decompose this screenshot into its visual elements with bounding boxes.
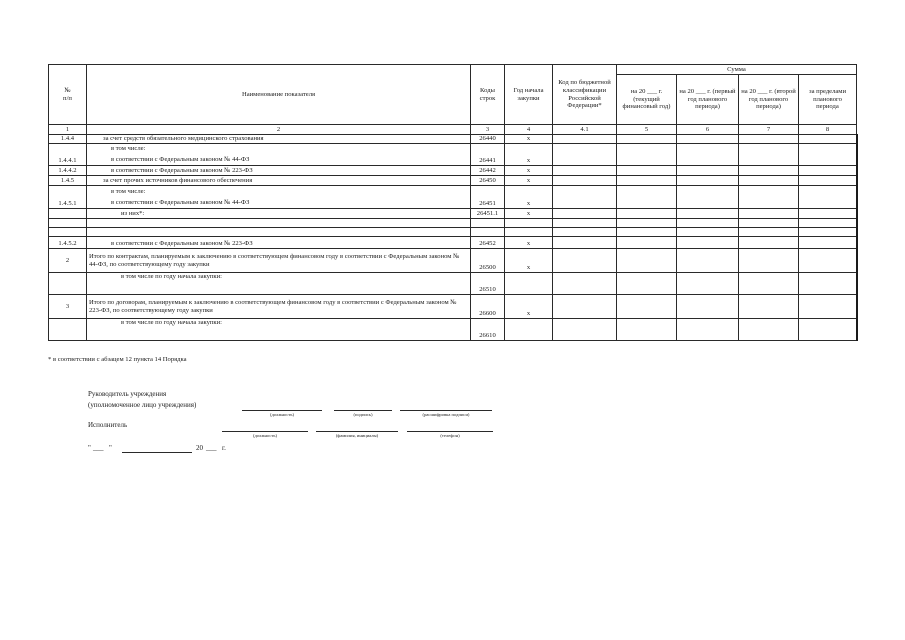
row-cell <box>799 186 857 209</box>
date-suffix: г. <box>222 444 226 452</box>
row-cell <box>739 249 799 273</box>
row-num: 1.4.5 <box>49 176 87 186</box>
executor-label: Исполнитель <box>88 421 128 429</box>
row-code: 26440 <box>471 135 505 144</box>
row-cell <box>471 228 505 237</box>
row-year: x <box>505 166 553 176</box>
row-cell <box>739 228 799 237</box>
table-row-total-44 <box>49 249 857 273</box>
row-cell <box>617 219 677 228</box>
date-open-quote: " <box>88 444 91 452</box>
header-sum-second: на 20 ___ г. (второй год планового периода) <box>739 75 799 125</box>
exec-caption-phone: (телефон) <box>440 433 460 438</box>
row-cell <box>799 295 857 319</box>
header-sum-first: на 20 ___ г. (первый год планового периода) <box>677 75 739 125</box>
row-num: 1.4.4.2 <box>49 166 87 176</box>
row-cell <box>553 249 617 273</box>
exec-position-line <box>222 431 308 432</box>
header-sum-current: на 20 ___ г. (текущий финансовый год) <box>617 75 677 125</box>
table-row <box>49 166 857 176</box>
row-num <box>49 273 87 295</box>
row-year: x <box>505 135 553 144</box>
row-num: 1.4.4.1 <box>49 144 87 166</box>
col-number: 4.1 <box>553 125 617 135</box>
row-cell <box>739 237 799 249</box>
head-caption-signature: (подпись) <box>353 412 373 417</box>
row-cell <box>799 166 857 176</box>
footnote: * в соответствии с абзацем 12 пункта 14 Порядка <box>48 356 187 363</box>
row-cell <box>677 295 739 319</box>
row-name-text: в соответствии с Федеральным законом № 44-ФЗ <box>111 198 250 206</box>
row-cell <box>617 135 677 144</box>
row-cell <box>617 144 677 166</box>
col-number: 5 <box>617 125 677 135</box>
row-name: из них*: <box>87 209 471 219</box>
row-name: в соответствии с Федеральным законом № 223-ФЗ <box>87 166 471 176</box>
row-cell <box>739 135 799 144</box>
row-cell <box>677 144 739 166</box>
row-cell <box>799 176 857 186</box>
row-name: за счет прочих источников финансового обеспечения <box>87 176 471 186</box>
row-cell <box>677 186 739 209</box>
date-year-blank: ___ <box>206 444 217 452</box>
row-cell <box>739 273 799 295</box>
table-row <box>49 135 857 144</box>
row-cell <box>739 166 799 176</box>
head-label: Руководитель учреждения <box>88 390 167 398</box>
row-cell <box>739 219 799 228</box>
row-num: 1.4.5.2 <box>49 237 87 249</box>
row-year: x <box>505 144 553 166</box>
row-code: 26441 <box>471 144 505 166</box>
header-name: Наименование показателя <box>87 65 471 125</box>
row-num <box>49 319 87 341</box>
col-number: 1 <box>49 125 87 135</box>
header-sum: Сумма <box>617 65 857 75</box>
row-year: x <box>505 295 553 319</box>
row-code: 26500 <box>471 249 505 273</box>
row-cell <box>617 273 677 295</box>
row-name: в том числе по году начала закупки: <box>87 319 471 341</box>
row-cell <box>677 237 739 249</box>
row-cell <box>553 186 617 209</box>
row-code: 26451 <box>471 186 505 209</box>
head-name-line <box>400 410 492 411</box>
row-cell <box>677 228 739 237</box>
header-kbk: Код по бюджетной классификации Российской Федерации* <box>553 65 617 125</box>
row-cell <box>677 176 739 186</box>
row-cell <box>739 144 799 166</box>
row-num: 2 <box>49 249 87 273</box>
row-cell <box>739 319 799 341</box>
row-num: 1.4.4 <box>49 135 87 144</box>
row-name-text: в соответствии с Федеральным законом № 44-ФЗ <box>111 156 250 163</box>
row-cell <box>739 209 799 219</box>
header-row-1 <box>49 65 857 75</box>
row-cell <box>739 176 799 186</box>
row-year: x <box>505 237 553 249</box>
col-number: 7 <box>739 125 799 135</box>
purchase-plan-table <box>48 64 858 341</box>
exec-phone-line <box>407 431 493 432</box>
row-num: 3 <box>49 295 87 319</box>
row-name <box>87 186 471 209</box>
row-cell <box>471 219 505 228</box>
row-cell <box>553 209 617 219</box>
row-cell <box>505 228 553 237</box>
row-cell <box>677 166 739 176</box>
row-cell <box>677 209 739 219</box>
row-year: x <box>505 186 553 209</box>
row-cell <box>617 319 677 341</box>
row-year: x <box>505 249 553 273</box>
row-cell <box>49 219 87 228</box>
row-cell <box>87 219 471 228</box>
table-row-empty <box>49 219 857 228</box>
col-number: 2 <box>87 125 471 135</box>
header-year: Год начала закупки <box>505 65 553 125</box>
row-cell <box>617 249 677 273</box>
header-num: № п/п <box>49 65 87 125</box>
row-cell <box>553 135 617 144</box>
row-code: 26451.1 <box>471 209 505 219</box>
head-sublabel: (уполномоченное лицо учреждения) <box>88 401 197 409</box>
table-row-by-year-223 <box>49 319 857 341</box>
row-code: 26452 <box>471 237 505 249</box>
table-row <box>49 186 857 209</box>
row-cell <box>49 228 87 237</box>
exec-caption-name: (фамилия, инициалы) <box>335 433 379 438</box>
row-name: Итого по контрактам, планируемым к заключению в соответствующем финансовом году в соответствии с Федеральным законом № 44-ФЗ, по соответствующему году закупки <box>87 249 471 273</box>
date-year: 20 <box>196 444 203 452</box>
row-code: 26610 <box>471 319 505 341</box>
row-cell <box>617 186 677 209</box>
head-signature-line <box>334 410 392 411</box>
row-code: 26442 <box>471 166 505 176</box>
table-row <box>49 144 857 166</box>
row-year <box>505 319 553 341</box>
table-row-by-year-44 <box>49 273 857 295</box>
row-cell <box>617 228 677 237</box>
row-cell <box>799 273 857 295</box>
table-row <box>49 176 857 186</box>
row-name: в том числе по году начала закупки: <box>87 273 471 295</box>
row-cell <box>677 219 739 228</box>
row-cell <box>799 144 857 166</box>
row-cell <box>553 228 617 237</box>
row-cell <box>617 176 677 186</box>
row-num <box>49 209 87 219</box>
row-cell <box>553 166 617 176</box>
table-row <box>49 237 857 249</box>
date-close-quote: " <box>109 444 112 452</box>
row-name: в соответствии с Федеральным законом № 223-ФЗ <box>87 237 471 249</box>
header-codes: Коды строк <box>471 65 505 125</box>
row-num: 1.4.5.1 <box>49 186 87 209</box>
col-number: 6 <box>677 125 739 135</box>
row-cell <box>799 209 857 219</box>
row-cell <box>617 209 677 219</box>
row-cell <box>553 319 617 341</box>
row-cell <box>677 273 739 295</box>
row-name: за счет средств обязательного медицинского страхования <box>87 135 471 144</box>
row-cell <box>677 135 739 144</box>
row-cell <box>799 319 857 341</box>
row-name: Итого по договорам, планируемым к заключению в соответствующем финансовом году в соответствии с Федеральным законом № 223-ФЗ, по соответствующему году закупки <box>87 295 471 319</box>
date-month-line <box>122 452 192 453</box>
head-position-line <box>242 410 322 411</box>
row-code: 26510 <box>471 273 505 295</box>
col-number: 4 <box>505 125 553 135</box>
header-sum-beyond: за пределами планового периода <box>799 75 857 125</box>
col-number: 3 <box>471 125 505 135</box>
row-name <box>87 144 471 166</box>
row-cell <box>799 135 857 144</box>
table-row <box>49 209 857 219</box>
row-cell <box>677 249 739 273</box>
row-cell <box>87 228 471 237</box>
head-caption-name: (расшифровка подписи) <box>422 412 470 417</box>
row-cell <box>553 295 617 319</box>
row-cell <box>553 219 617 228</box>
row-year <box>505 273 553 295</box>
row-year: x <box>505 176 553 186</box>
row-code: 26450 <box>471 176 505 186</box>
row-cell <box>799 237 857 249</box>
row-cell <box>617 237 677 249</box>
col-number: 8 <box>799 125 857 135</box>
row-cell <box>553 144 617 166</box>
row-cell <box>677 319 739 341</box>
row-cell <box>617 295 677 319</box>
row-cell <box>553 176 617 186</box>
row-code: 26600 <box>471 295 505 319</box>
row-cell <box>505 219 553 228</box>
exec-caption-position: (должность) <box>252 433 278 438</box>
row-cell <box>799 228 857 237</box>
row-cell <box>739 186 799 209</box>
row-cell <box>617 166 677 176</box>
row-pre: в том числе: <box>111 187 146 195</box>
exec-name-line <box>316 431 398 432</box>
row-year: x <box>505 209 553 219</box>
row-cell <box>553 273 617 295</box>
row-cell <box>799 219 857 228</box>
table-row-empty <box>49 228 857 237</box>
row-pre: в том числе: <box>111 145 146 153</box>
table-row-total-223 <box>49 295 857 319</box>
date-day-blank: ___ <box>93 444 104 452</box>
row-cell <box>799 249 857 273</box>
row-cell <box>553 237 617 249</box>
row-cell <box>739 295 799 319</box>
head-caption-position: (должность) <box>269 412 295 417</box>
column-numbers-row <box>49 125 857 135</box>
